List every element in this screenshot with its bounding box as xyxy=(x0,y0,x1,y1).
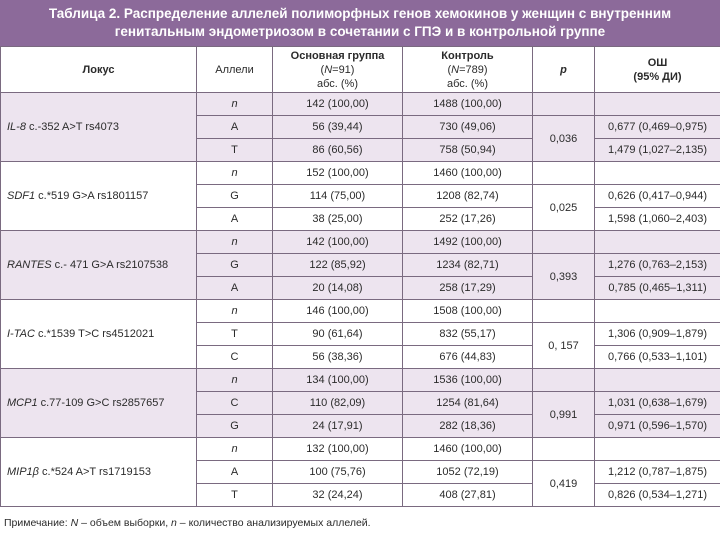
p-value-cell: 0,419 xyxy=(533,461,595,507)
header-main-n: (N=91) xyxy=(320,63,355,76)
allele-cell: A xyxy=(197,277,273,300)
control-cell: 832 (55,17) xyxy=(403,323,533,346)
odds-ratio-cell: 0,677 (0,469–0,975) xyxy=(595,116,720,139)
variant-name: c.- 471 G>A rs2107538 xyxy=(51,259,169,271)
main-group-cell: 24 (17,91) xyxy=(273,415,403,438)
table-row xyxy=(1,231,720,254)
p-value-cell: 0,393 xyxy=(533,254,595,300)
note-mid: – объем выборки, xyxy=(78,517,172,529)
allele-cell: n xyxy=(197,369,273,392)
odds-ratio-cell xyxy=(595,93,720,116)
odds-ratio-cell xyxy=(595,438,720,461)
table-title xyxy=(0,0,720,46)
allele-cell: C xyxy=(197,346,273,369)
control-cell: 282 (18,36) xyxy=(403,415,533,438)
header-locus: Локус xyxy=(1,47,197,93)
p-empty-cell xyxy=(533,369,595,392)
p-empty-cell xyxy=(533,93,595,116)
table-row xyxy=(1,300,720,323)
main-group-cell: 152 (100,00) xyxy=(273,162,403,185)
control-cell: 1052 (72,19) xyxy=(403,461,533,484)
locus-cell xyxy=(1,231,197,300)
header-or-l2: (95% ДИ) xyxy=(633,70,682,83)
main-group-cell: 20 (14,08) xyxy=(273,277,403,300)
main-group-cell: 86 (60,56) xyxy=(273,139,403,162)
locus-cell xyxy=(1,93,197,162)
control-cell: 408 (27,81) xyxy=(403,484,533,507)
gene-name: I-TAC xyxy=(7,328,35,340)
allele-cell: G xyxy=(197,254,273,277)
variant-name: c.*519 G>A rs1801157 xyxy=(35,190,149,202)
allele-cell: A xyxy=(197,461,273,484)
odds-ratio-cell xyxy=(595,162,720,185)
variant-name: c.*524 A>T rs1719153 xyxy=(38,466,151,478)
locus-cell xyxy=(1,438,197,507)
main-group-cell: 146 (100,00) xyxy=(273,300,403,323)
control-cell: 1508 (100,00) xyxy=(403,300,533,323)
main-group-cell: 132 (100,00) xyxy=(273,438,403,461)
header-p xyxy=(533,47,595,93)
header-control xyxy=(403,47,533,93)
header-main-l1: Основная группа xyxy=(290,49,385,62)
control-cell: 1536 (100,00) xyxy=(403,369,533,392)
control-cell: 252 (17,26) xyxy=(403,208,533,231)
odds-ratio-cell: 0,785 (0,465–1,311) xyxy=(595,277,720,300)
p-empty-cell xyxy=(533,300,595,323)
p-value-cell: 0, 157 xyxy=(533,323,595,369)
control-cell: 1460 (100,00) xyxy=(403,438,533,461)
allele-cell: T xyxy=(197,139,273,162)
control-cell: 1254 (81,64) xyxy=(403,392,533,415)
allele-cell: T xyxy=(197,323,273,346)
title-line-2: генитальным эндометриозом в сочетании с ГПЭ и в контрольной группе xyxy=(114,24,606,39)
title-line-1: Таблица 2. Распределение аллелей полиморфных генов хемокинов у женщин с внутренним xyxy=(48,6,672,21)
header-or-l1: ОШ xyxy=(647,56,668,69)
odds-ratio-cell: 1,276 (0,763–2,153) xyxy=(595,254,720,277)
p-empty-cell xyxy=(533,231,595,254)
allele-cell: A xyxy=(197,116,273,139)
table-row xyxy=(1,93,720,116)
gene-name: IL-8 xyxy=(7,121,26,133)
note-n: n xyxy=(171,517,177,529)
table-row xyxy=(1,162,720,185)
header-row xyxy=(1,47,720,93)
gene-name: MCP1 xyxy=(7,397,38,409)
control-cell: 1460 (100,00) xyxy=(403,162,533,185)
odds-ratio-cell: 1,479 (1,027–2,135) xyxy=(595,139,720,162)
gene-name: SDF1 xyxy=(7,190,36,202)
p-empty-cell xyxy=(533,438,595,461)
control-cell: 258 (17,29) xyxy=(403,277,533,300)
allele-cell: n xyxy=(197,438,273,461)
odds-ratio-cell: 0,626 (0,417–0,944) xyxy=(595,185,720,208)
allele-cell: n xyxy=(197,300,273,323)
header-main-l3: абс. (%) xyxy=(316,77,358,90)
main-group-cell: 90 (61,64) xyxy=(273,323,403,346)
control-cell: 676 (44,83) xyxy=(403,346,533,369)
allele-cell: T xyxy=(197,484,273,507)
locus-cell xyxy=(1,300,197,369)
note-suffix: – количество анализируемых аллелей. xyxy=(176,517,371,529)
table-body xyxy=(1,93,720,507)
allele-cell: G xyxy=(197,185,273,208)
variant-name: c.77-109 G>C rs2857657 xyxy=(37,397,165,409)
note-N: N xyxy=(70,517,79,529)
control-cell: 1492 (100,00) xyxy=(403,231,533,254)
p-value-cell: 0,025 xyxy=(533,185,595,231)
header-main-n-label: N xyxy=(324,63,333,76)
variant-name: c.-352 A>T rs4073 xyxy=(25,121,120,133)
header-alleles: Аллели xyxy=(197,47,273,93)
allele-cell: A xyxy=(197,208,273,231)
main-group-cell: 142 (100,00) xyxy=(273,93,403,116)
odds-ratio-cell: 1,031 (0,638–1,679) xyxy=(595,392,720,415)
gene-name: RANTES xyxy=(7,259,52,271)
table-row xyxy=(1,369,720,392)
main-group-cell: 56 (39,44) xyxy=(273,116,403,139)
header-control-n: (N=789) xyxy=(447,63,488,76)
odds-ratio-cell: 0,826 (0,534–1,271) xyxy=(595,484,720,507)
table-note xyxy=(4,517,371,529)
p-empty-cell xyxy=(533,162,595,185)
control-cell: 1488 (100,00) xyxy=(403,93,533,116)
main-group-cell: 32 (24,24) xyxy=(273,484,403,507)
note-prefix: Примечание: xyxy=(4,517,71,529)
header-main-n-value: =91) xyxy=(332,63,355,76)
odds-ratio-cell xyxy=(595,369,720,392)
odds-ratio-cell: 1,306 (0,909–1,879) xyxy=(595,323,720,346)
main-group-cell: 100 (75,76) xyxy=(273,461,403,484)
main-group-cell: 114 (75,00) xyxy=(273,185,403,208)
header-main-group xyxy=(273,47,403,93)
main-group-cell: 110 (82,09) xyxy=(273,392,403,415)
variant-name: c.*1539 T>C rs4512021 xyxy=(34,328,155,340)
allele-cell: C xyxy=(197,392,273,415)
odds-ratio-cell: 1,598 (1,060–2,403) xyxy=(595,208,720,231)
odds-ratio-cell: 1,212 (0,787–1,875) xyxy=(595,461,720,484)
control-cell: 730 (49,06) xyxy=(403,116,533,139)
control-cell: 1208 (82,74) xyxy=(403,185,533,208)
allele-distribution-table xyxy=(0,46,720,507)
header-control-l1: Контроль xyxy=(441,49,494,62)
main-group-cell: 134 (100,00) xyxy=(273,369,403,392)
locus-cell xyxy=(1,162,197,231)
odds-ratio-cell xyxy=(595,300,720,323)
header-control-n-label: N xyxy=(451,63,460,76)
allele-cell: n xyxy=(197,93,273,116)
header-p-label: p xyxy=(560,63,567,76)
p-value-cell: 0,991 xyxy=(533,392,595,438)
main-group-cell: 38 (25,00) xyxy=(273,208,403,231)
allele-cell: G xyxy=(197,415,273,438)
locus-cell xyxy=(1,369,197,438)
table-row xyxy=(1,438,720,461)
control-cell: 758 (50,94) xyxy=(403,139,533,162)
main-group-cell: 142 (100,00) xyxy=(273,231,403,254)
main-group-cell: 122 (85,92) xyxy=(273,254,403,277)
header-control-n-value: =789) xyxy=(459,63,488,76)
odds-ratio-cell: 0,971 (0,596–1,570) xyxy=(595,415,720,438)
allele-cell: n xyxy=(197,231,273,254)
odds-ratio-cell: 0,766 (0,533–1,101) xyxy=(595,346,720,369)
allele-cell: n xyxy=(197,162,273,185)
p-value-cell: 0,036 xyxy=(533,116,595,162)
header-control-l3: абс. (%) xyxy=(446,77,488,90)
gene-name: MIP1β xyxy=(7,466,39,478)
control-cell: 1234 (82,71) xyxy=(403,254,533,277)
header-or xyxy=(595,47,720,93)
main-group-cell: 56 (38,36) xyxy=(273,346,403,369)
odds-ratio-cell xyxy=(595,231,720,254)
